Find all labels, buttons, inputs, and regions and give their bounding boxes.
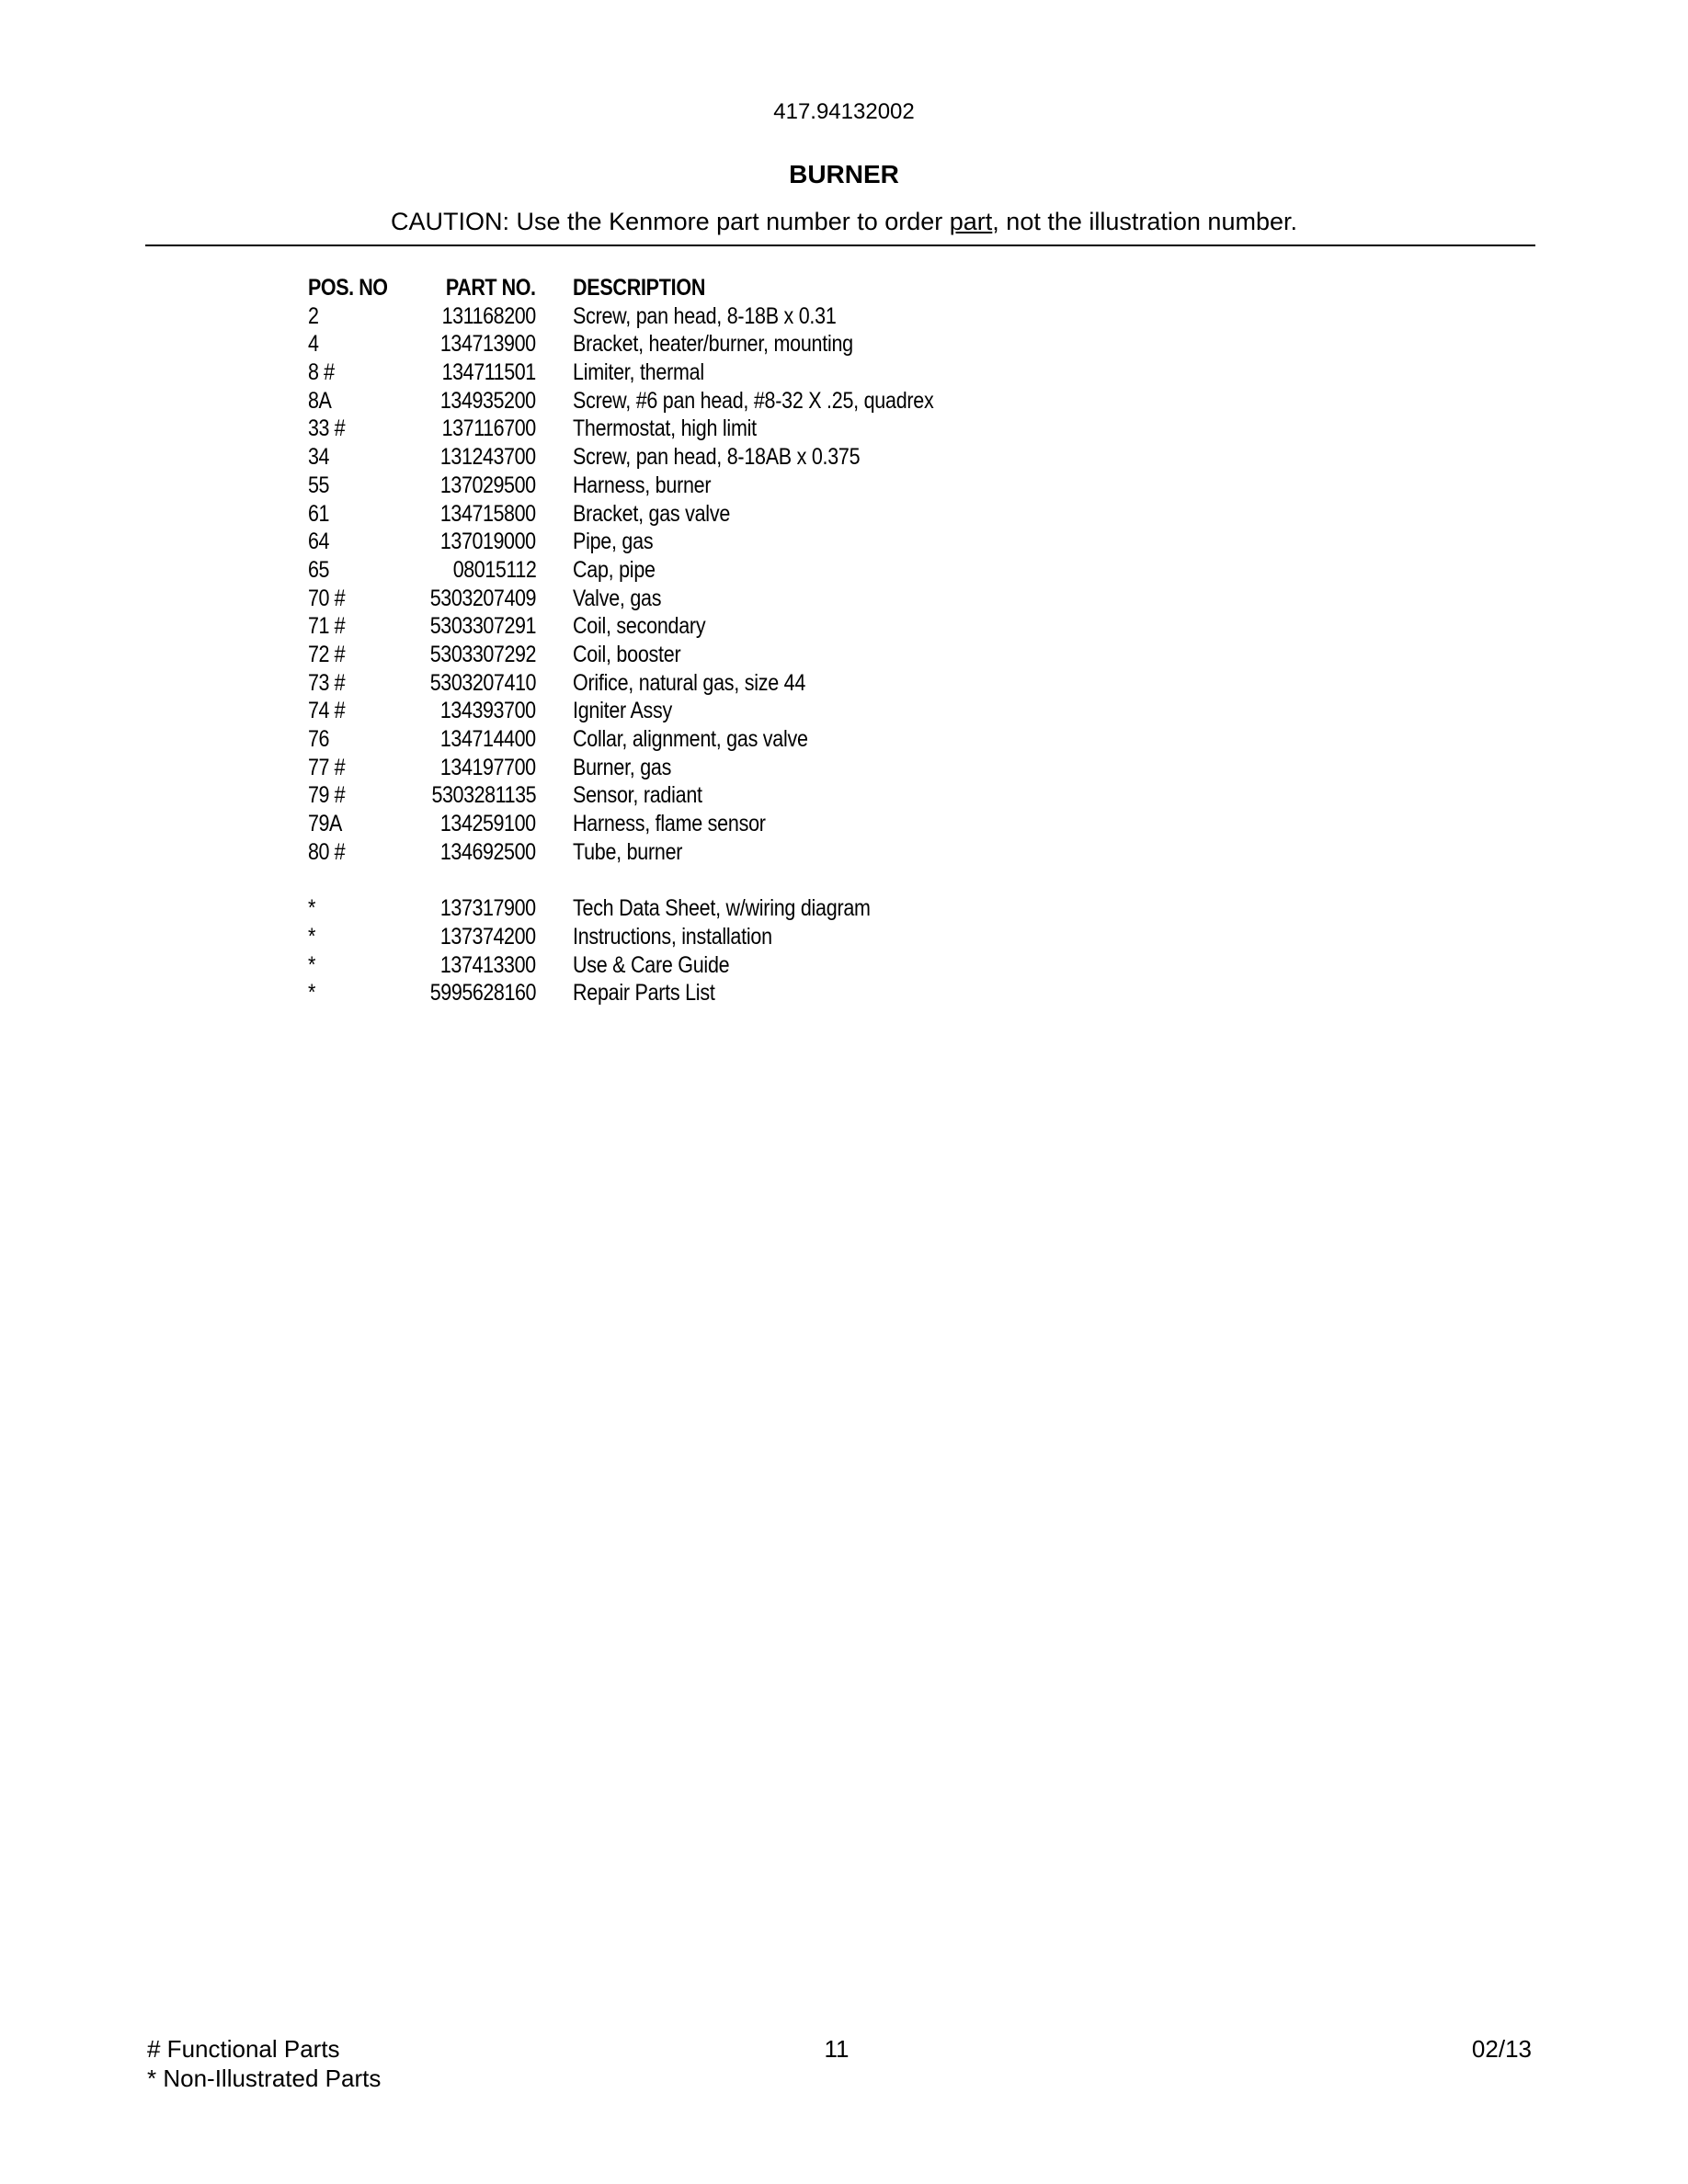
part-description: Coil, secondary bbox=[573, 613, 706, 640]
pos-number: 74 # bbox=[308, 698, 346, 724]
pos-number: 2 bbox=[308, 302, 319, 329]
table-row bbox=[308, 500, 1135, 529]
revision-date: 02/13 bbox=[1471, 2035, 1532, 2063]
pos-number: 65 bbox=[308, 556, 330, 583]
pos-number: 79A bbox=[308, 811, 342, 837]
part-number: 134259100 bbox=[440, 811, 536, 837]
part-description: Use & Care Guide bbox=[573, 951, 730, 978]
caution-notice bbox=[0, 208, 1688, 236]
table-row bbox=[308, 894, 1135, 923]
caution-suffix: , not the illustration number. bbox=[992, 208, 1297, 235]
pos-number: 80 # bbox=[308, 838, 346, 865]
part-description: Screw, pan head, 8-18B x 0.31 bbox=[573, 302, 837, 329]
part-number: 134711501 bbox=[441, 359, 536, 386]
part-number: 137413300 bbox=[440, 951, 536, 978]
table-row bbox=[308, 612, 1135, 641]
table-row bbox=[308, 781, 1135, 810]
part-description: Harness, flame sensor bbox=[573, 811, 766, 837]
table-row bbox=[308, 641, 1135, 669]
column-header-pos: POS. NO bbox=[308, 275, 388, 301]
pos-number: * bbox=[308, 923, 315, 950]
pos-number: * bbox=[308, 980, 315, 1007]
table-row bbox=[308, 838, 1135, 867]
part-number: 137317900 bbox=[440, 895, 536, 922]
pos-number: * bbox=[308, 951, 315, 978]
table-row bbox=[308, 415, 1135, 443]
table-row bbox=[308, 669, 1135, 698]
table-row bbox=[308, 923, 1135, 951]
table-row bbox=[308, 810, 1135, 838]
part-description: Tech Data Sheet, w/wiring diagram bbox=[573, 895, 871, 922]
part-description: Igniter Assy bbox=[573, 698, 673, 724]
part-number: 134714400 bbox=[440, 726, 536, 752]
pos-number: 8 # bbox=[308, 359, 335, 386]
table-row bbox=[308, 387, 1135, 415]
part-number: 137374200 bbox=[440, 923, 536, 950]
part-description: Sensor, radiant bbox=[573, 782, 702, 809]
table-header-row bbox=[308, 274, 1135, 302]
part-number: 134197700 bbox=[440, 754, 536, 780]
pos-number: 34 bbox=[308, 444, 330, 471]
part-description: Bracket, heater/burner, mounting bbox=[573, 331, 853, 358]
legend-non-illustrated-parts: * Non-Illustrated Parts bbox=[147, 2065, 382, 2092]
pos-number: 55 bbox=[308, 472, 330, 498]
part-description: Collar, alignment, gas valve bbox=[573, 726, 808, 752]
part-number: 137029500 bbox=[440, 472, 536, 498]
part-description: Screw, #6 pan head, #8-32 X .25, quadrex bbox=[573, 387, 934, 414]
caution-underlined-word: part bbox=[949, 208, 993, 235]
table-row bbox=[308, 754, 1135, 782]
pos-number: 4 bbox=[308, 331, 319, 358]
part-description: Instructions, installation bbox=[573, 923, 772, 950]
part-number: 5303281135 bbox=[431, 782, 536, 809]
part-description: Bracket, gas valve bbox=[573, 500, 731, 527]
part-number: 5303207409 bbox=[429, 585, 536, 611]
pos-number: 71 # bbox=[308, 613, 346, 640]
part-number: 137116700 bbox=[441, 415, 536, 442]
part-number: 134715800 bbox=[440, 500, 536, 527]
pos-number: 79 # bbox=[308, 782, 346, 809]
table-row bbox=[308, 358, 1135, 387]
pos-number: 8A bbox=[308, 387, 332, 414]
part-description: Limiter, thermal bbox=[573, 359, 704, 386]
page-number: 11 bbox=[824, 2035, 850, 2063]
table-row bbox=[308, 302, 1135, 331]
caution-prefix: CAUTION: Use the Kenmore part number to order bbox=[391, 208, 950, 235]
part-description: Harness, burner bbox=[573, 472, 712, 498]
legend-functional-parts: # Functional Parts bbox=[147, 2035, 340, 2063]
part-number: 5303207410 bbox=[429, 669, 536, 696]
part-number: 131243700 bbox=[440, 444, 536, 471]
section-title: BURNER bbox=[789, 160, 899, 188]
part-description: Repair Parts List bbox=[573, 980, 715, 1007]
part-number: 137019000 bbox=[440, 529, 536, 555]
pos-number: 64 bbox=[308, 529, 330, 555]
part-number: 131168200 bbox=[441, 302, 536, 329]
pos-number: 73 # bbox=[308, 669, 346, 696]
table-row bbox=[308, 556, 1135, 585]
table-row bbox=[308, 979, 1135, 1007]
table-row bbox=[308, 951, 1135, 980]
column-header-part: PART NO. bbox=[446, 275, 536, 301]
table-row bbox=[308, 443, 1135, 472]
part-number: 134713900 bbox=[440, 331, 536, 358]
part-description: Pipe, gas bbox=[573, 529, 654, 555]
table-row bbox=[308, 725, 1135, 754]
part-number: 5303307291 bbox=[429, 613, 536, 640]
part-number: 134935200 bbox=[440, 387, 536, 414]
table-row bbox=[308, 528, 1135, 556]
model-number: 417.94132002 bbox=[773, 99, 915, 124]
pos-number: * bbox=[308, 895, 315, 922]
parts-rows bbox=[308, 302, 1135, 867]
pos-number: 72 # bbox=[308, 641, 346, 667]
pos-number: 77 # bbox=[308, 754, 346, 780]
section-spacer bbox=[308, 866, 1135, 894]
table-row bbox=[308, 697, 1135, 725]
pos-number: 33 # bbox=[308, 415, 346, 442]
header-divider bbox=[145, 245, 1535, 246]
part-description: Cap, pipe bbox=[573, 556, 656, 583]
part-description: Screw, pan head, 8-18AB x 0.375 bbox=[573, 444, 861, 471]
pos-number: 76 bbox=[308, 726, 330, 752]
table-row bbox=[308, 472, 1135, 500]
pos-number: 61 bbox=[308, 500, 330, 527]
part-description: Valve, gas bbox=[573, 585, 662, 611]
pos-number: 70 # bbox=[308, 585, 346, 611]
part-description: Burner, gas bbox=[573, 754, 672, 780]
part-number: 08015112 bbox=[452, 556, 536, 583]
table-row bbox=[308, 330, 1135, 358]
part-description: Tube, burner bbox=[573, 838, 683, 865]
table-row bbox=[308, 585, 1135, 613]
column-header-description: DESCRIPTION bbox=[573, 275, 706, 301]
part-description: Coil, booster bbox=[573, 641, 681, 667]
part-description: Thermostat, high limit bbox=[573, 415, 757, 442]
part-description: Orifice, natural gas, size 44 bbox=[573, 669, 806, 696]
parts-table bbox=[308, 274, 1135, 1007]
non-illustrated-rows bbox=[308, 894, 1135, 1007]
part-number: 5303307292 bbox=[429, 641, 536, 667]
part-number: 134692500 bbox=[440, 838, 536, 865]
part-number: 5995628160 bbox=[429, 980, 536, 1007]
part-number: 134393700 bbox=[440, 698, 536, 724]
